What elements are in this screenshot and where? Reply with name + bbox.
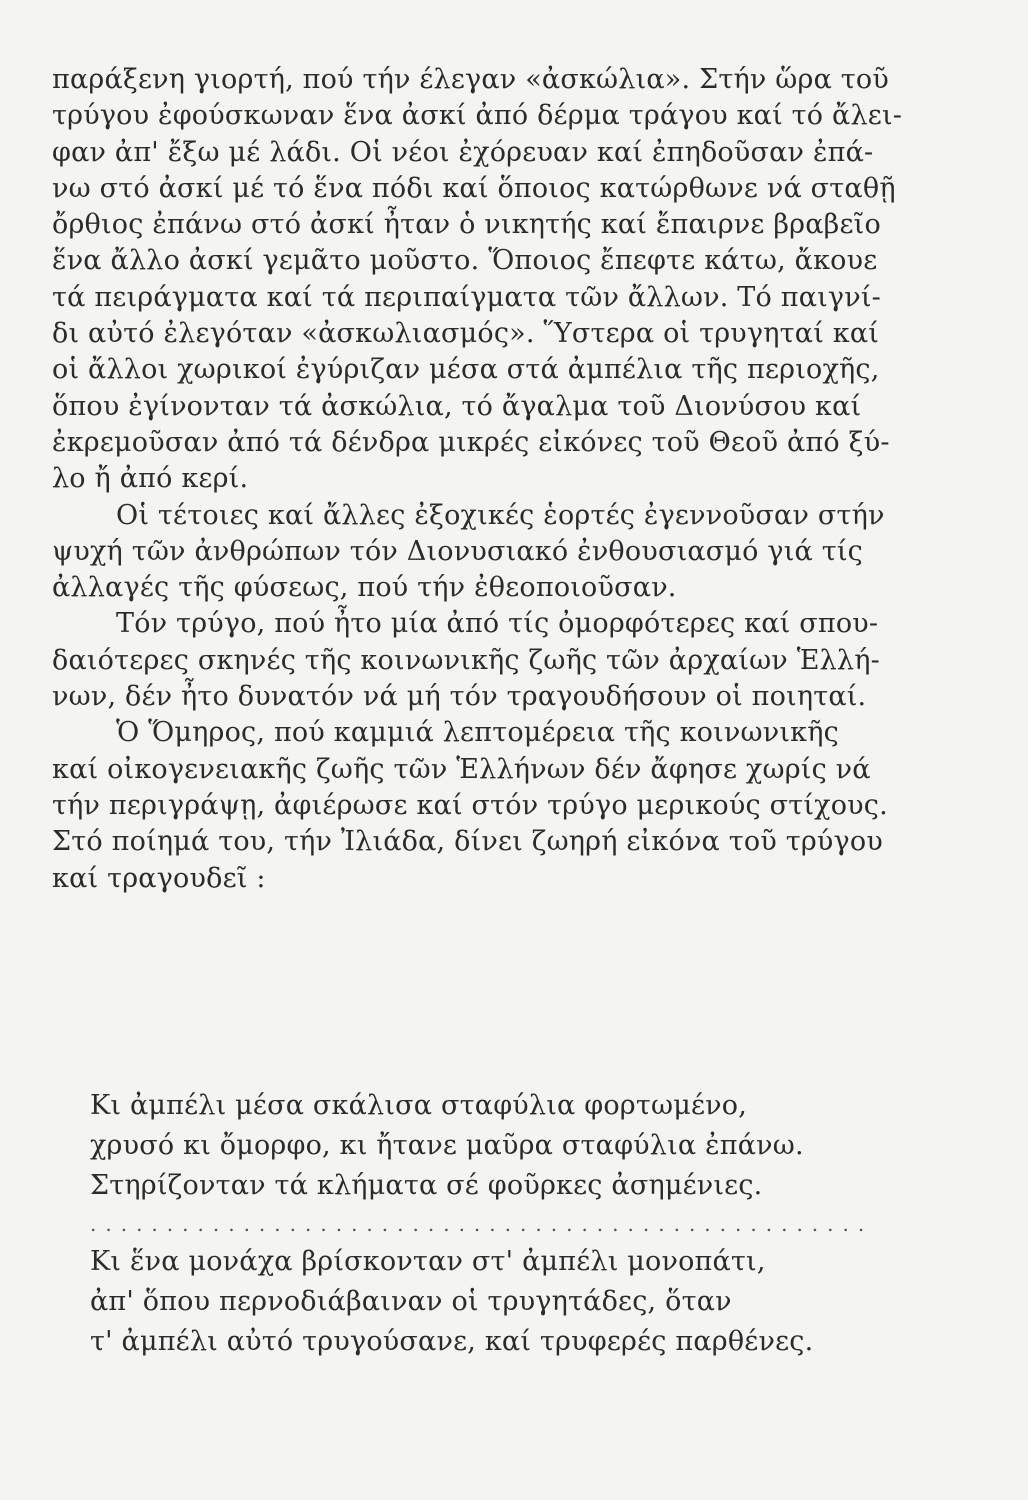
prose-line: ὄρθιος ἐπάνω στό ἀσκί ἦταν ὁ νικητής καί ἔπαιρνε βραβεῖο — [52, 209, 881, 241]
poem-line: Κι ἀμπέλι μέσα σκάλισα σταφύλια φορτωμένο, — [90, 1090, 748, 1121]
prose-line: νων, δέν ἦτο δυνατόν νά μή τόν τραγουδήσουν οἱ ποιηταί. — [52, 681, 867, 713]
prose-line: οἱ ἄλλοι χωρικοί ἐγύριζαν μέσα στά ἀμπέλια τῆς περιοχῆς, — [52, 354, 880, 386]
poem-line: Κι ἕνα μονάχα βρίσκονταν στ' ἀμπέλι μονοπάτι, — [90, 1246, 766, 1277]
prose-line: νω στό ἀσκί μέ τό ἕνα πόδι καί ὅποιος κατώρθωνε νά σταθῇ — [52, 172, 896, 204]
prose-line: Τόν τρύγο, πού ἦτο μία ἀπό τίς ὀμορφότερες καί σπου- — [116, 608, 879, 640]
prose-line: δι αὐτό ἐλεγόταν «ἀσκωλιασμός». Ὕστερα οἱ τρυγηταί καί — [52, 318, 880, 350]
prose-line: Στό ποίημά του, τήν Ἰλιάδα, δίνει ζωηρή εἰκόνα τοῦ τρύγου — [52, 826, 883, 858]
prose-block — [52, 62, 912, 897]
prose-line: λο ἤ ἀπό κερί. — [52, 463, 249, 495]
prose-line: τά πειράγματα καί τά περιπαίγματα τῶν ἄλλων. Τό παιγνί- — [52, 281, 881, 313]
prose-line: φαν ἀπ' ἔξω μέ λάδι. Οἱ νέοι ἐχόρευαν καί ἐπηδοῦσαν ἐπά- — [52, 136, 874, 168]
prose-line: ψυχή τῶν ἀνθρώπων τόν Διονυσιακό ἐνθουσιασμό γιά τίς — [52, 535, 863, 567]
prose-line: ὅπου ἐγίνονταν τά ἀσκώλια, τό ἄγαλμα τοῦ Διονύσου καί — [52, 390, 862, 422]
prose-line: ἀλλαγές τῆς φύσεως, πού τήν ἐθεοποιοῦσαν. — [52, 572, 677, 604]
prose-line: τρύγου ἐφούσκωναν ἕνα ἀσκί ἀπό δέρμα τράγου καί τό ἄλει- — [52, 100, 903, 132]
prose-line: ἐκρεμοῦσαν ἀπό τά δένδρα μικρές εἰκόνες τοῦ Θεοῦ ἀπό ξύ- — [52, 426, 890, 458]
prose-line: παράξενη γιορτή, πού τήν έλεγαν «ἀσκώλια». Στήν ὥρα τοῦ — [52, 64, 890, 95]
poem-line: ἀπ' ὅπου περνοδιάβαιναν οἱ τρυγητάδες, ὅταν — [90, 1286, 732, 1317]
prose-line: τήν περιγράψῃ, ἀφιέρωσε καί στόν τρύγο μερικούς στίχους. — [52, 789, 888, 821]
prose-line: καί τραγουδεῖ : — [52, 862, 266, 894]
prose-line: δαιότερες σκηνές τῆς κοινωνικῆς ζωῆς τῶν ἀρχαίων Ἑλλή- — [52, 644, 880, 676]
prose-line: Οἱ τέτοιες καί ἄλλες ἐξοχικές ἑορτές ἐγεννοῦσαν στήν — [116, 499, 885, 531]
prose-line: ἕνα ἄλλο ἀσκί γεμᾶτο μοῦστο. Ὅποιος ἔπεφτε κάτω, ἄκουε — [52, 245, 878, 277]
poem-ellipsis-line: ................................................... — [90, 1212, 874, 1236]
poem-line: χρυσό κι ὄμορφο, κι ἤτανε μαῦρα σταφύλια ἐπάνω. — [90, 1130, 804, 1161]
prose-line: Ὁ Ὅμηρος, πού καμμιά λεπτομέρεια τῆς κοινωνικῆς — [116, 717, 839, 749]
poem-line: Στηρίζονταν τά κλήματα σέ φοῦρκες ἀσημένιες. — [90, 1170, 763, 1201]
poem-block — [90, 1086, 890, 1362]
poem-line: τ' ἀμπέλι αὐτό τρυγούσανε, καί τρυφερές παρθένες. — [90, 1326, 814, 1357]
prose-line: καί οἰκογενειακῆς ζωῆς τῶν Ἑλλήνων δέν ἄφησε χωρίς νά — [52, 753, 871, 785]
